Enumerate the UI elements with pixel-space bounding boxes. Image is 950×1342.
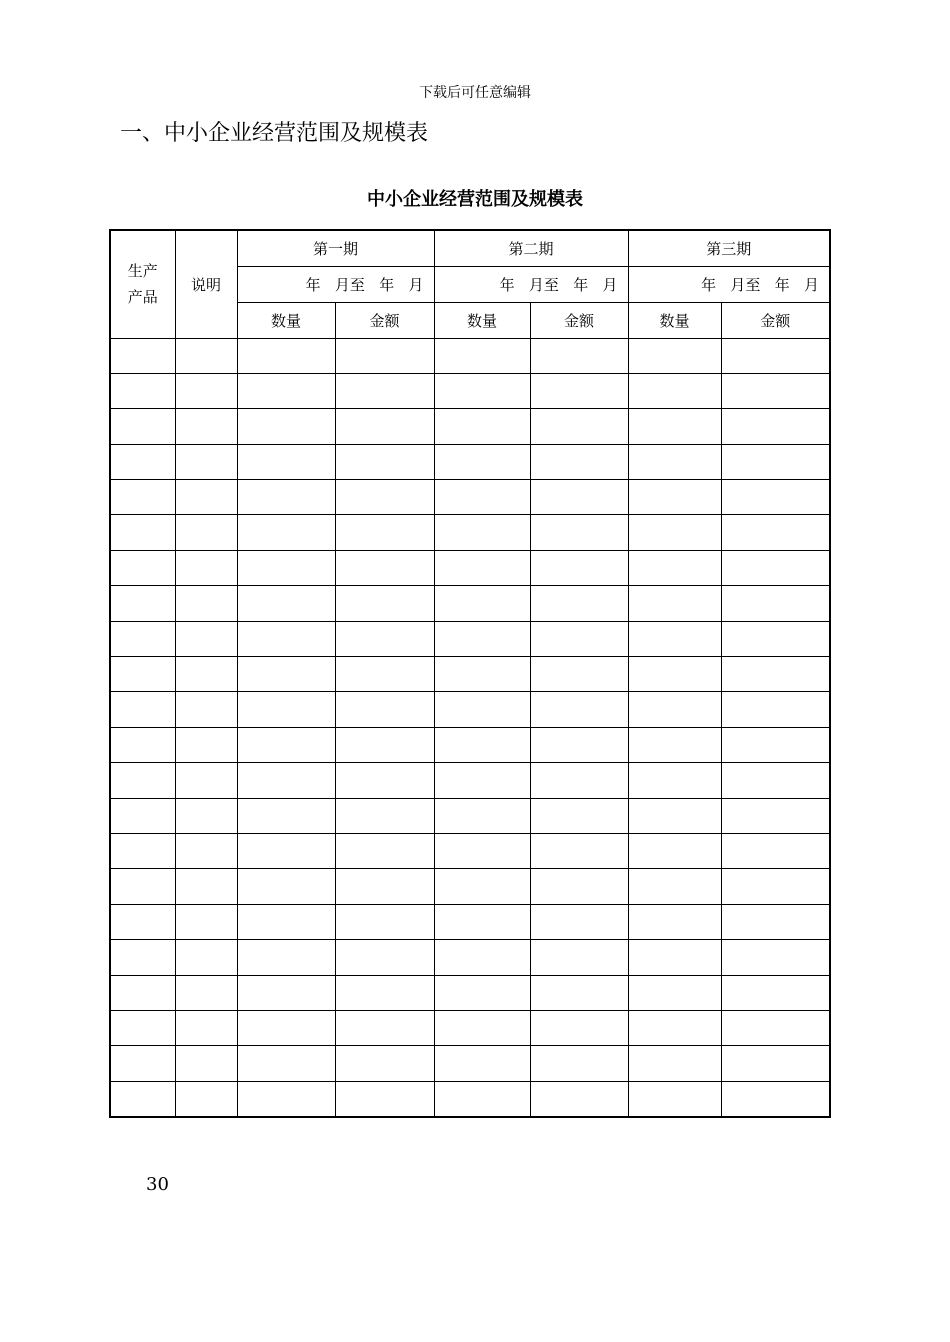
period-1-quantity-cell bbox=[237, 550, 335, 585]
table-row bbox=[110, 338, 830, 373]
period-1-amount-cell bbox=[335, 692, 434, 727]
period-3-amount-cell bbox=[721, 904, 830, 939]
period-3-amount-cell bbox=[721, 444, 830, 479]
period-2-quantity-cell bbox=[434, 727, 530, 762]
table-row bbox=[110, 940, 830, 975]
period-3-quantity-cell bbox=[628, 373, 721, 408]
period-3-quantity-cell bbox=[628, 904, 721, 939]
table-row bbox=[110, 904, 830, 939]
period-1-quantity-cell bbox=[237, 1010, 335, 1045]
period-3-quantity-cell bbox=[628, 444, 721, 479]
period-2-quantity-cell bbox=[434, 480, 530, 515]
period-1-amount-cell bbox=[335, 515, 434, 550]
period-3-amount-cell bbox=[721, 692, 830, 727]
period-2-quantity-cell bbox=[434, 833, 530, 868]
period-1-quantity-cell bbox=[237, 975, 335, 1010]
period-2-amount-cell bbox=[530, 480, 628, 515]
product-cell bbox=[110, 727, 175, 762]
period-1-quantity-cell bbox=[237, 657, 335, 692]
period-2-header: 第二期 bbox=[434, 230, 628, 266]
table-row bbox=[110, 1046, 830, 1081]
product-header-line2: 产品 bbox=[127, 288, 158, 307]
table-row bbox=[110, 727, 830, 762]
period-3-amount-cell bbox=[721, 373, 830, 408]
period-3-amount-cell bbox=[721, 869, 830, 904]
period-1-quantity-cell bbox=[237, 904, 335, 939]
description-cell bbox=[175, 409, 237, 444]
period-2-quantity-cell bbox=[434, 409, 530, 444]
period-3-amount-cell bbox=[721, 409, 830, 444]
period-3-quantity-cell bbox=[628, 798, 721, 833]
product-cell bbox=[110, 904, 175, 939]
period-1-quantity-cell bbox=[237, 940, 335, 975]
period-2-amount-cell bbox=[530, 1046, 628, 1081]
table-row bbox=[110, 480, 830, 515]
description-cell bbox=[175, 798, 237, 833]
period-2-amount-cell bbox=[530, 940, 628, 975]
period-3-quantity-cell bbox=[628, 940, 721, 975]
period-1-quantity-header: 数量 bbox=[237, 302, 335, 338]
description-cell bbox=[175, 621, 237, 656]
period-1-quantity-cell bbox=[237, 692, 335, 727]
period-2-quantity-cell bbox=[434, 586, 530, 621]
period-2-amount-header: 金额 bbox=[530, 302, 628, 338]
period-1-amount-cell bbox=[335, 586, 434, 621]
period-1-quantity-cell bbox=[237, 798, 335, 833]
description-header-cell: 说明 bbox=[175, 230, 237, 338]
period-2-quantity-cell bbox=[434, 338, 530, 373]
date-range-text: 年 月至 年 月 bbox=[305, 275, 424, 294]
period-3-quantity-cell bbox=[628, 480, 721, 515]
period-3-amount-cell bbox=[721, 1081, 830, 1116]
period-1-quantity-cell bbox=[237, 515, 335, 550]
period-1-amount-header: 金额 bbox=[335, 302, 434, 338]
period-1-amount-cell bbox=[335, 338, 434, 373]
period-3-amount-cell bbox=[721, 798, 830, 833]
table-row bbox=[110, 657, 830, 692]
period-1-quantity-cell bbox=[237, 727, 335, 762]
period-1-amount-cell bbox=[335, 727, 434, 762]
period-2-amount-cell bbox=[530, 657, 628, 692]
period-2-quantity-header: 数量 bbox=[434, 302, 530, 338]
period-2-amount-cell bbox=[530, 1081, 628, 1116]
table-row bbox=[110, 1081, 830, 1116]
period-3-amount-cell bbox=[721, 515, 830, 550]
table-row bbox=[110, 1010, 830, 1045]
period-3-amount-header: 金额 bbox=[721, 302, 830, 338]
table-row bbox=[110, 373, 830, 408]
period-2-quantity-cell bbox=[434, 1010, 530, 1045]
period-2-quantity-cell bbox=[434, 444, 530, 479]
period-2-quantity-cell bbox=[434, 1046, 530, 1081]
period-1-amount-cell bbox=[335, 657, 434, 692]
period-1-quantity-cell bbox=[237, 444, 335, 479]
product-cell bbox=[110, 338, 175, 373]
period-1-amount-cell bbox=[335, 1081, 434, 1116]
period-2-amount-cell bbox=[530, 338, 628, 373]
period-2-amount-cell bbox=[530, 869, 628, 904]
product-cell bbox=[110, 586, 175, 621]
product-cell bbox=[110, 1046, 175, 1081]
period-3-quantity-cell bbox=[628, 621, 721, 656]
product-cell bbox=[110, 975, 175, 1010]
period-1-quantity-cell bbox=[237, 373, 335, 408]
period-2-quantity-cell bbox=[434, 869, 530, 904]
period-1-quantity-cell bbox=[237, 1081, 335, 1116]
period-1-amount-cell bbox=[335, 480, 434, 515]
product-cell bbox=[110, 409, 175, 444]
period-3-quantity-cell bbox=[628, 975, 721, 1010]
period-2-amount-cell bbox=[530, 550, 628, 585]
description-cell bbox=[175, 727, 237, 762]
product-cell bbox=[110, 763, 175, 798]
period-2-quantity-cell bbox=[434, 657, 530, 692]
period-1-quantity-cell bbox=[237, 833, 335, 868]
description-cell bbox=[175, 1046, 237, 1081]
table-row bbox=[110, 586, 830, 621]
description-cell bbox=[175, 338, 237, 373]
period-2-amount-cell bbox=[530, 975, 628, 1010]
date-range-text: 年 月至 年 月 bbox=[701, 275, 820, 294]
period-3-amount-cell bbox=[721, 975, 830, 1010]
period-2-amount-cell bbox=[530, 444, 628, 479]
period-2-amount-cell bbox=[530, 727, 628, 762]
product-cell bbox=[110, 657, 175, 692]
description-cell bbox=[175, 833, 237, 868]
period-2-quantity-cell bbox=[434, 940, 530, 975]
scale-table bbox=[109, 229, 831, 1118]
table-title: 中小企业经营范围及规模表 bbox=[367, 189, 583, 210]
period-3-quantity-cell bbox=[628, 515, 721, 550]
period-3-amount-cell bbox=[721, 480, 830, 515]
period-3-quantity-cell bbox=[628, 763, 721, 798]
period-2-quantity-cell bbox=[434, 515, 530, 550]
product-header-cell bbox=[110, 230, 175, 338]
period-3-quantity-cell bbox=[628, 1010, 721, 1045]
header-note: 下载后可任意编辑 bbox=[419, 85, 531, 101]
table-row bbox=[110, 692, 830, 727]
description-cell bbox=[175, 869, 237, 904]
period-3-amount-cell bbox=[721, 1010, 830, 1045]
product-cell bbox=[110, 1010, 175, 1045]
header-row-periods bbox=[110, 230, 830, 266]
period-2-quantity-cell bbox=[434, 763, 530, 798]
period-1-quantity-cell bbox=[237, 763, 335, 798]
period-1-amount-cell bbox=[335, 444, 434, 479]
period-1-amount-cell bbox=[335, 409, 434, 444]
description-cell bbox=[175, 373, 237, 408]
product-cell bbox=[110, 869, 175, 904]
period-3-quantity-cell bbox=[628, 1081, 721, 1116]
description-cell bbox=[175, 763, 237, 798]
product-cell bbox=[110, 692, 175, 727]
description-cell bbox=[175, 586, 237, 621]
period-3-header: 第三期 bbox=[628, 230, 830, 266]
period-2-quantity-cell bbox=[434, 975, 530, 1010]
period-2-quantity-cell bbox=[434, 904, 530, 939]
table-row bbox=[110, 798, 830, 833]
period-1-amount-cell bbox=[335, 373, 434, 408]
product-cell bbox=[110, 550, 175, 585]
description-cell bbox=[175, 940, 237, 975]
period-3-quantity-cell bbox=[628, 727, 721, 762]
description-cell bbox=[175, 1010, 237, 1045]
description-cell bbox=[175, 550, 237, 585]
period-3-quantity-cell bbox=[628, 586, 721, 621]
table-row bbox=[110, 409, 830, 444]
period-2-amount-cell bbox=[530, 798, 628, 833]
period-1-amount-cell bbox=[335, 869, 434, 904]
period-1-amount-cell bbox=[335, 904, 434, 939]
table-row bbox=[110, 833, 830, 868]
description-cell bbox=[175, 657, 237, 692]
period-2-amount-cell bbox=[530, 515, 628, 550]
product-cell bbox=[110, 798, 175, 833]
period-2-amount-cell bbox=[530, 904, 628, 939]
period-3-amount-cell bbox=[721, 657, 830, 692]
period-1-quantity-cell bbox=[237, 409, 335, 444]
table-row bbox=[110, 763, 830, 798]
period-2-amount-cell bbox=[530, 373, 628, 408]
period-3-amount-cell bbox=[721, 550, 830, 585]
period-1-quantity-cell bbox=[237, 621, 335, 656]
period-3-quantity-cell bbox=[628, 550, 721, 585]
period-3-quantity-cell bbox=[628, 869, 721, 904]
product-cell bbox=[110, 373, 175, 408]
description-cell bbox=[175, 692, 237, 727]
product-header-line1: 生产 bbox=[127, 262, 158, 281]
period-3-date-range bbox=[628, 266, 830, 302]
period-2-amount-cell bbox=[530, 692, 628, 727]
period-3-amount-cell bbox=[721, 763, 830, 798]
product-cell bbox=[110, 515, 175, 550]
period-3-amount-cell bbox=[721, 586, 830, 621]
period-1-amount-cell bbox=[335, 798, 434, 833]
period-1-quantity-cell bbox=[237, 338, 335, 373]
period-1-amount-cell bbox=[335, 550, 434, 585]
period-3-quantity-header: 数量 bbox=[628, 302, 721, 338]
period-3-quantity-cell bbox=[628, 692, 721, 727]
period-2-amount-cell bbox=[530, 763, 628, 798]
period-1-amount-cell bbox=[335, 975, 434, 1010]
period-1-amount-cell bbox=[335, 621, 434, 656]
period-3-quantity-cell bbox=[628, 338, 721, 373]
product-cell bbox=[110, 940, 175, 975]
period-3-amount-cell bbox=[721, 338, 830, 373]
product-cell bbox=[110, 621, 175, 656]
period-3-amount-cell bbox=[721, 833, 830, 868]
period-2-quantity-cell bbox=[434, 798, 530, 833]
date-range-text: 年 月至 年 月 bbox=[499, 275, 618, 294]
period-1-amount-cell bbox=[335, 1046, 434, 1081]
description-cell bbox=[175, 515, 237, 550]
period-1-header: 第一期 bbox=[237, 230, 434, 266]
description-cell bbox=[175, 480, 237, 515]
period-1-quantity-cell bbox=[237, 480, 335, 515]
period-3-quantity-cell bbox=[628, 1046, 721, 1081]
period-2-amount-cell bbox=[530, 1010, 628, 1045]
description-cell bbox=[175, 444, 237, 479]
period-3-amount-cell bbox=[721, 1046, 830, 1081]
period-2-amount-cell bbox=[530, 833, 628, 868]
table-row bbox=[110, 550, 830, 585]
period-3-amount-cell bbox=[721, 621, 830, 656]
period-2-quantity-cell bbox=[434, 621, 530, 656]
period-2-amount-cell bbox=[530, 586, 628, 621]
product-cell bbox=[110, 480, 175, 515]
period-2-date-range bbox=[434, 266, 628, 302]
product-cell bbox=[110, 444, 175, 479]
period-2-amount-cell bbox=[530, 409, 628, 444]
page-number: 30 bbox=[146, 1174, 169, 1195]
period-1-date-range bbox=[237, 266, 434, 302]
description-cell bbox=[175, 975, 237, 1010]
description-cell bbox=[175, 1081, 237, 1116]
product-cell bbox=[110, 1081, 175, 1116]
period-3-quantity-cell bbox=[628, 833, 721, 868]
period-2-quantity-cell bbox=[434, 692, 530, 727]
description-cell bbox=[175, 904, 237, 939]
period-1-quantity-cell bbox=[237, 586, 335, 621]
table-row bbox=[110, 621, 830, 656]
period-1-amount-cell bbox=[335, 763, 434, 798]
product-cell bbox=[110, 833, 175, 868]
table-row bbox=[110, 444, 830, 479]
section-heading: 一、中小企业经营范围及规模表 bbox=[120, 121, 429, 146]
period-2-quantity-cell bbox=[434, 1081, 530, 1116]
period-3-quantity-cell bbox=[628, 657, 721, 692]
period-3-amount-cell bbox=[721, 727, 830, 762]
table-row bbox=[110, 869, 830, 904]
table-row bbox=[110, 975, 830, 1010]
period-3-amount-cell bbox=[721, 940, 830, 975]
period-1-quantity-cell bbox=[237, 1046, 335, 1081]
period-3-quantity-cell bbox=[628, 409, 721, 444]
period-1-amount-cell bbox=[335, 1010, 434, 1045]
table-row bbox=[110, 515, 830, 550]
period-2-amount-cell bbox=[530, 621, 628, 656]
period-1-quantity-cell bbox=[237, 869, 335, 904]
period-1-amount-cell bbox=[335, 940, 434, 975]
period-1-amount-cell bbox=[335, 833, 434, 868]
period-2-quantity-cell bbox=[434, 550, 530, 585]
period-2-quantity-cell bbox=[434, 373, 530, 408]
